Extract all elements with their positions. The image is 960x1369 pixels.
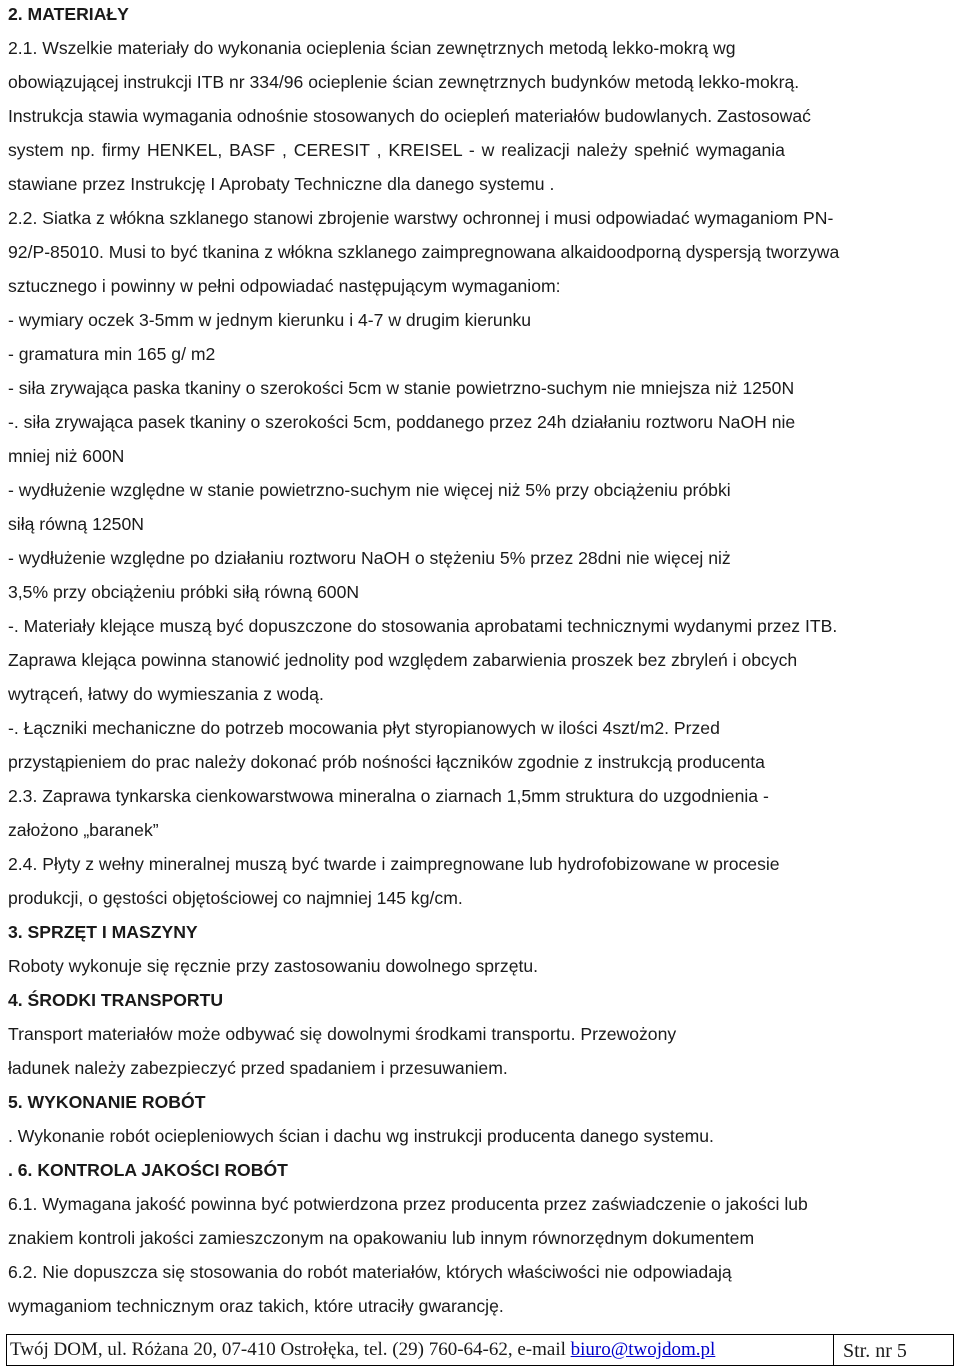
text-line: 92/P-85010. Musi to być tkanina z włókna szklanego zaimpregnowana alkaidoodporną dyspersją tworzywa [8,242,840,262]
list-item: - gramatura min 165 g/ m2 [8,344,216,364]
list-item: - siła zrywająca paska tkaniny o szerokości 5cm w stanie powietrzno-suchym nie mniejsza niż 1250N [8,378,795,398]
text-line: Zaprawa klejąca powinna stanowić jednolity pod względem zabarwienia proszek bez zbryleń i obcych [8,650,798,670]
section-heading-materials: 2. MATERIAŁY [8,4,129,24]
text-line: obowiązującej instrukcji ITB nr 334/96 ocieplenie ścian zewnętrznych budynków metodą lekko-mokrą. [8,72,800,92]
text-line: wymaganiom technicznym oraz takich, które utraciły gwarancję. [8,1296,504,1316]
text-line: ładunek należy zabezpieczyć przed spadaniem i przesuwaniem. [8,1058,508,1078]
text-line: 6.1. Wymagana jakość powinna być potwierdzona przez producenta przez zaświadczenie o jakości lub [8,1194,808,1214]
text-line: Transport materiałów może odbywać się dowolnymi środkami transportu. Przewożony [8,1024,677,1044]
list-item: -. Łączniki mechaniczne do potrzeb mocowania płyt styropianowych w ilości 4szt/m2. Przed [8,718,720,738]
list-item: - wydłużenie względne po działaniu roztworu NaOH o stężeniu 5% przez 28dni nie więcej niż [8,548,731,568]
footer-email-link[interactable]: biuro@twojdom.pl [570,1339,716,1360]
section-heading-quality-control: . 6. KONTROLA JAKOŚCI ROBÓT [8,1160,288,1180]
text-line: system np. firmy HENKEL, BASF , CERESIT , KREISEL - w realizacji należy spełnić wymagania [8,140,785,160]
list-item: -. siła zrywająca pasek tkaniny o szerokości 5cm, poddanego przez 24h działaniu roztworu NaOH nie [8,412,796,432]
text-line: 6.2. Nie dopuszcza się stosowania do robót materiałów, których właściwości nie odpowiadają [8,1262,732,1282]
list-item: -. Materiały klejące muszą być dopuszczone do stosowania aprobatami technicznymi wydanymi przez ITB. [8,616,838,636]
footer-contact [10,1339,715,1361]
text-line: przystąpieniem do prac należy dokonać prób nośności łączników zgodnie z instrukcją producenta [8,752,765,772]
section-heading-transport: 4. ŚRODKI TRANSPORTU [8,990,224,1010]
text-line: . Wykonanie robót ociepleniowych ścian i dachu wg instrukcji producenta danego systemu. [8,1126,714,1146]
list-item: - wydłużenie względne w stanie powietrzno-suchym nie więcej niż 5% przy obciążeniu próbki [8,480,731,500]
text-line: wytrąceń, łatwy do wymieszania z wodą. [8,684,324,704]
text-line: mniej niż 600N [8,446,125,466]
list-item: - wymiary oczek 3-5mm w jednym kierunku i 4-7 w drugim kierunku [8,310,532,330]
page-number: Str. nr 5 [843,1340,907,1362]
text-line: 2.1. Wszelkie materiały do wykonania ocieplenia ścian zewnętrznych metodą lekko-mokrą wg [8,38,736,58]
text-line: Roboty wykonuje się ręcznie przy zastosowaniu dowolnego sprzętu. [8,956,539,976]
text-line: znakiem kontroli jakości zamieszczonym na opakowaniu lub innym równorzędnym dokumentem [8,1228,755,1248]
page-footer [6,1334,954,1366]
section-heading-equipment: 3. SPRZĘT I MASZYNY [8,922,198,942]
footer-address: Twój DOM, ul. Różana 20, 07-410 Ostrołęka, tel. (29) 760-64-62, e-mail [10,1339,571,1360]
text-line: Instrukcja stawia wymagania odnośnie stosowanych do ociepleń materiałów budowlanych. Zastosować [8,106,811,126]
text-line: sztucznego i powinny w pełni odpowiadać następującym wymaganiom: [8,276,561,296]
footer-divider [833,1335,834,1365]
section-heading-execution: 5. WYKONANIE ROBÓT [8,1092,206,1112]
text-line: stawiane przez Instrukcję I Aprobaty Techniczne dla danego systemu . [8,174,555,194]
text-line: 2.3. Zaprawa tynkarska cienkowarstwowa mineralna o ziarnach 1,5mm struktura do uzgodnienia - [8,786,769,806]
text-line: siłą równą 1250N [8,514,144,534]
text-line: założono „baranek” [8,820,159,840]
text-line: 2.4. Płyty z wełny mineralnej muszą być twarde i zaimpregnowane lub hydrofobizowane w procesie [8,854,780,874]
text-line: produkcji, o gęstości objętościowej co najmniej 145 kg/cm. [8,888,463,908]
text-line: 2.2. Siatka z włókna szklanego stanowi zbrojenie warstwy ochronnej i musi odpowiadać wymaganiom PN- [8,208,834,228]
text-line: 3,5% przy obciążeniu próbki siłą równą 600N [8,582,360,602]
